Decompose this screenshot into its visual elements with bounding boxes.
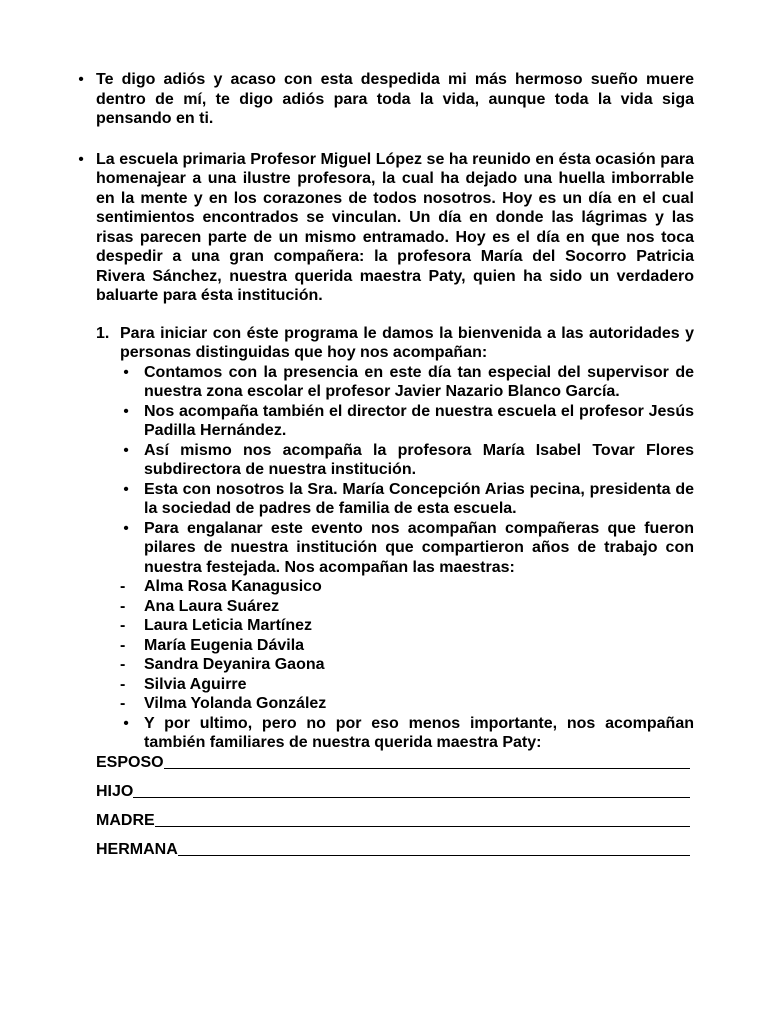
guest-bullet — [123, 402, 694, 441]
guest-bullet — [123, 441, 694, 480]
field-hermana — [96, 840, 690, 869]
dash-marker: - — [120, 675, 126, 693]
dash-marker: - — [120, 617, 126, 634]
bullet-dot: • — [123, 714, 129, 732]
intro-bullet-1 — [78, 70, 694, 129]
guest-bullet — [123, 519, 694, 578]
teacher-name: Laura Leticia Martínez — [144, 617, 313, 634]
teacher-item — [120, 636, 694, 656]
fill-line[interactable] — [133, 797, 690, 798]
field-label: HIJO — [96, 782, 134, 800]
teacher-item — [120, 597, 694, 617]
program-item-number: 1. — [96, 324, 110, 342]
intro-bullet-2 — [78, 150, 694, 306]
family-fields — [0, 753, 768, 869]
fill-line[interactable] — [178, 855, 690, 856]
bullet-dot: • — [78, 71, 84, 88]
guest-bullet-text: Para engalanar este evento nos acompañan compañeras que fueron pilares de nuestra institución que compartieron años de trabajo con nuestra festejada. Nos acompañan las maestras: — [144, 519, 694, 576]
bullet-dot: • — [123, 402, 129, 420]
bullet-dot: • — [123, 363, 129, 381]
intro-paragraph-1: Te digo adiós y acaso con esta despedida mi más hermoso sueño muere dentro de mí, te digo adiós para toda la vida, aunque toda la vida siga pensando en ti. — [96, 71, 694, 127]
bullet-dot: • — [123, 441, 129, 459]
program-list — [96, 324, 694, 753]
teacher-item — [120, 675, 694, 695]
bullet-dot: • — [78, 150, 84, 168]
field-label: ESPOSO — [96, 753, 164, 771]
family-bullet — [123, 714, 694, 753]
teacher-name: Sandra Deyanira Gaona — [144, 656, 325, 673]
dash-marker: - — [120, 656, 126, 673]
teacher-item — [120, 655, 694, 675]
guest-bullet-text: Nos acompaña también el director de nuestra escuela el profesor Jesús Padilla Hernández. — [144, 402, 694, 439]
teacher-name: Alma Rosa Kanagusico — [144, 578, 322, 595]
teacher-name: Ana Laura Suárez — [144, 597, 280, 615]
intro-paragraph-2: La escuela primaria Profesor Miguel López se ha reunido en ésta ocasión para homenajear a una ilustre profesora, la cual ha dejado una huella imborrable en la mente y en los corazones de todos nosotros. Hoy es un día en el cual sentimientos encontrados se vinculan. Un día en donde las lágrimas y las risas parecen parte de un mismo entramado. Hoy es el día en que nos toca despedir a una gran compañera: la profesora María del Socorro Patricia Rivera Sánchez, nuestra querida maestra Paty, quien ha sido un verdadero baluarte para ésta institución. — [96, 150, 694, 304]
guest-bullet-text: Así mismo nos acompaña la profesora María Isabel Tovar Flores subdirectora de nuestra institución. — [144, 441, 694, 478]
teacher-item — [120, 616, 694, 636]
dash-marker: - — [120, 597, 126, 615]
dash-marker: - — [120, 636, 126, 654]
teacher-name: Vilma Yolanda González — [144, 695, 327, 712]
fill-line[interactable] — [164, 768, 690, 769]
bullet-dot: • — [123, 480, 129, 498]
teacher-name: Silvia Aguirre — [144, 675, 247, 693]
fill-line[interactable] — [155, 826, 690, 827]
field-madre — [96, 811, 690, 840]
bullet-dot: • — [123, 519, 129, 537]
guest-bullet — [123, 363, 694, 402]
teacher-item — [120, 577, 694, 597]
field-esposo — [96, 753, 690, 782]
guest-bullet — [123, 480, 694, 519]
dash-marker: - — [120, 695, 126, 712]
dash-marker: - — [120, 578, 126, 595]
guest-bullet-text: Esta con nosotros la Sra. María Concepción Arias pecina, presidenta de la sociedad de padres de familia de esta escuela. — [144, 480, 694, 517]
teacher-item — [120, 694, 694, 714]
teacher-name: María Eugenia Dávila — [144, 636, 305, 654]
field-label: MADRE — [96, 811, 155, 829]
field-label: HERMANA — [96, 840, 178, 858]
family-bullet-text: Y por ultimo, pero no por eso menos importante, nos acompañan también familiares de nuestra querida maestra Paty: — [144, 714, 694, 751]
guest-bullet-text: Contamos con la presencia en este día tan especial del supervisor de nuestra zona escolar el profesor Javier Nazario Blanco García. — [144, 363, 694, 400]
field-hijo — [96, 782, 690, 811]
program-intro: Para iniciar con éste programa le damos la bienvenida a las autoridades y personas distinguidas que hoy nos acompañan: — [120, 324, 694, 361]
